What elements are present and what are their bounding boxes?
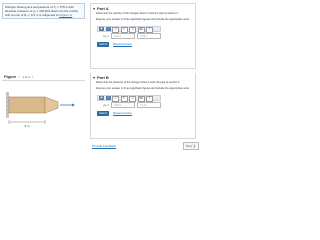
part-b-actions: [97, 111, 195, 116]
part-b-submit-button[interactable]: Submit: [99, 111, 108, 115]
part-a-title: Part A: [97, 5, 109, 11]
answer-toolbar: [97, 95, 161, 101]
velocity-value-input[interactable]: Value: [111, 33, 135, 39]
redo-icon[interactable]: ↻: [121, 27, 128, 33]
part-b-instructions: Express your answer in three significant figures and include the appropriate units.: [96, 86, 190, 90]
part-b-request-answer-link[interactable]: Request Answer: [113, 111, 132, 115]
part-a-instructions: Express your answer in three significant figures and include the appropriate units.: [96, 17, 190, 21]
problem-prefix: Nitrogen flowing at a temperature of: [5, 5, 54, 9]
figure-header: [2, 73, 85, 81]
figure-link[interactable]: (Figure 1): [59, 13, 73, 17]
part-a-request-answer-link[interactable]: Request Answer: [113, 42, 132, 46]
help-icon[interactable]: ?: [146, 96, 153, 102]
template-icon[interactable]: ▣: [100, 27, 103, 31]
undo-icon[interactable]: ↺: [112, 27, 119, 33]
problem-mid: with absolute pressure of p₁ = 100 kPa flows into the nozzle with an exit of D₂ = 0.5 m is subjected to: [5, 5, 78, 17]
help-icon[interactable]: ?: [146, 27, 153, 33]
pressure-variable-label: p₂ =: [103, 102, 109, 107]
part-a-submit-button[interactable]: Submit: [99, 42, 108, 46]
answer-toolbar: [97, 26, 161, 32]
part-b-answer-row: [97, 102, 195, 108]
figure-page-count: 1 of 1: [22, 74, 30, 79]
velocity-variable-label: V₂ =: [103, 33, 109, 38]
figure-prev-icon[interactable]: ‹: [18, 74, 20, 79]
nozzle-taper: [45, 97, 58, 113]
part-a-actions: [97, 42, 195, 47]
next-button[interactable]: Next ❯: [183, 142, 199, 150]
flow-arrow-icon: [72, 104, 75, 107]
figure-title: Figure: [4, 74, 17, 79]
problem-temp: T₁ = 375 K: [53, 5, 68, 9]
figure-image: [2, 82, 85, 138]
problem-statement: [2, 3, 85, 19]
undo-icon[interactable]: ↺: [112, 96, 119, 102]
reset-icon[interactable]: ⟲: [129, 96, 136, 102]
keyboard-icon[interactable]: ⌨: [139, 97, 143, 101]
part-a-header[interactable]: [91, 4, 195, 12]
pressure-value-input[interactable]: Value: [111, 102, 135, 108]
pipe-section: [9, 97, 45, 113]
nozzle-diagram: [2, 82, 85, 138]
part-b-title: Part B: [97, 74, 109, 80]
velocity-units-input[interactable]: Units: [137, 33, 161, 39]
part-a-answer-row: [97, 33, 195, 39]
wall: [6, 92, 9, 118]
redo-icon[interactable]: ↻: [121, 96, 128, 102]
part-b-description: Determine the pressure of the nitrogen when it exits the pipe at section 2.: [96, 81, 181, 84]
pressure-units-input[interactable]: Units: [137, 102, 161, 108]
reset-icon[interactable]: ⟲: [129, 27, 136, 33]
chevron-down-icon: ▾: [93, 74, 96, 80]
figure-next-icon[interactable]: ›: [32, 74, 34, 79]
sqrt-icon[interactable]: √: [107, 96, 109, 100]
part-a-panel: [90, 3, 196, 69]
part-a-description: Determine the velocity of the nitrogen when it exits the pipe at section 2.: [96, 12, 179, 15]
keyboard-icon[interactable]: ⌨: [139, 28, 143, 32]
template-icon[interactable]: ▣: [100, 96, 103, 100]
provide-feedback-link[interactable]: Provide Feedback: [92, 144, 117, 148]
part-b-header[interactable]: [91, 73, 195, 81]
sqrt-icon[interactable]: √: [107, 27, 109, 31]
dimension-label: 3 m: [24, 124, 30, 128]
chevron-down-icon: ▾: [93, 5, 96, 11]
part-b-panel: [90, 73, 196, 139]
